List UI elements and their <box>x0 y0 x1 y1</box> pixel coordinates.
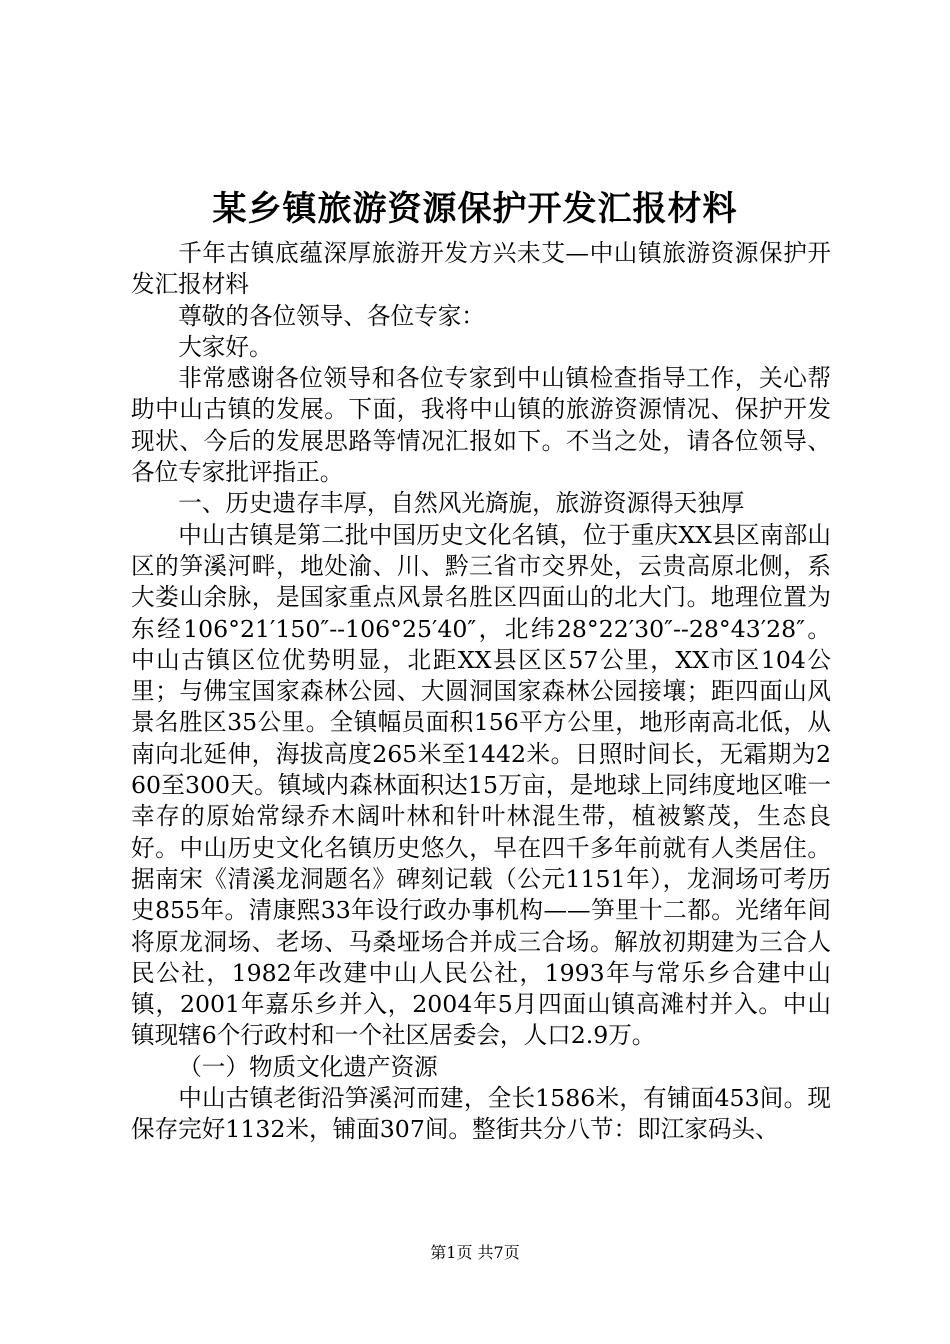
section-heading: 一、历史遗存丰厚，自然风光旖旎，旅游资源得天独厚 <box>178 489 745 518</box>
salutation-paragraph: 尊敬的各位领导、各位专家： <box>178 301 485 330</box>
subtitle-paragraph: 千年古镇底蕴深厚旅游开发方兴未艾—中山镇旅游资源保护开发汇报材料 <box>131 239 831 299</box>
history-paragraph: 中山古镇是第二批中国历史文化名镇，位于重庆XX县区南部山区的笋溪河畔，地处渝、川、黔三省市交界处，云贵高原北侧，系大娄山余脉，是国家重点风景名胜区四面山的北大门。地理位置为东经106°21′150″--106°25′40″，北纬28°22′30″--28°43′28″。中山古镇区位优势明显，北距XX县区区57公里，XX市区104公里；与佛宝国家森林公园、大圆洞国家森林公园接壤；距四面山风景名胜区35公里。全镇幅员面积156平方公里，地形南高北低，从南向北延伸，海拔高度265米至1442米。日照时间长，无霜期为260至300天。镇域内森林面积达15万亩，是地球上同纬度地区唯一幸存的原始常绿乔木阔叶林和针叶林混生带，植被繁茂，生态良好。中山历史文化名镇历史悠久，早在四千多年前就有人类居住。据南宋《清溪龙洞题名》碑刻记载（公元1151年），龙洞场可考历史855年。清康熙33年设行政办事机构——笋里十二都。光绪年间将原龙洞场、老场、马桑垭场合并成三合场。解放初期建为三合人民公社，1982年改建中山人民公社，1993年与常乐乡合建中山镇，2001年嘉乐乡并入，2004年5月四面山镇高滩村并入。中山镇现辖6个行政村和一个社区居委会，人口2.9万。 <box>131 520 831 1050</box>
greeting-paragraph: 大家好。 <box>178 332 273 361</box>
old-street-paragraph: 中山古镇老街沿笋溪河而建，全长1586米，有铺面453间。现保存完好1132米，铺面307间。整街共分八节：即江家码头、 <box>131 1084 831 1144</box>
subsection-heading: （一）物质文化遗产资源 <box>178 1052 438 1081</box>
intro-paragraph: 非常感谢各位领导和各位专家到中山镇检查指导工作，关心帮助中山古镇的发展。下面，我将中山镇的旅游资源情况、保护开发现状、今后的发展思路等情况汇报如下。不当之处，请各位领导、各位专家批评指正。 <box>131 364 831 487</box>
page-footer: 第1页 共7页 <box>430 1243 520 1262</box>
document-title: 某乡镇旅游资源保护开发汇报材料 <box>212 189 738 229</box>
document-body <box>131 238 831 1146</box>
